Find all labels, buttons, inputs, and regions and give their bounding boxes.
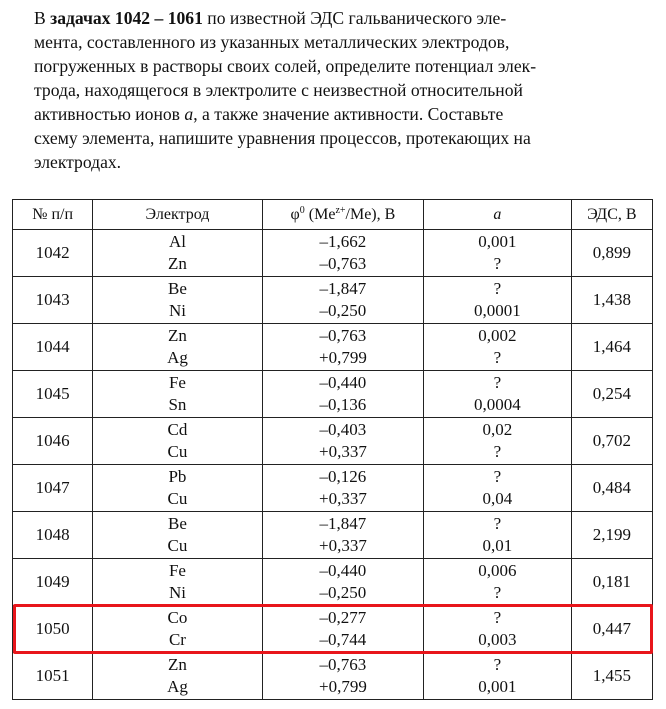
header-potential: [262, 200, 424, 230]
table-header-row: [13, 200, 653, 230]
cell-emf: 2,199: [571, 512, 652, 559]
cell-potential-line-1: –1,662: [319, 232, 367, 251]
cell-activity-line-2: ?: [493, 348, 502, 367]
cell-emf: 1,438: [571, 277, 652, 324]
cell-number: 1045: [13, 371, 93, 418]
intro-line-5-a: активностью ионов: [34, 104, 185, 124]
table-row: [13, 277, 653, 324]
cell-activity-line-2: 0,003: [478, 630, 517, 649]
cell-activity: [424, 324, 571, 371]
header-number: № п/п: [13, 200, 93, 230]
cell-electrode-line-2: Ag: [167, 348, 188, 367]
activity-variable: a: [184, 104, 194, 124]
electrode-table: [12, 199, 653, 700]
cell-potential: [262, 277, 424, 324]
cell-activity: [424, 606, 571, 653]
cell-electrode-line-1: Be: [168, 279, 187, 298]
cell-potential-line-2: +0,799: [319, 348, 367, 367]
cell-emf: 0,702: [571, 418, 652, 465]
cell-potential-line-2: –0,250: [319, 583, 367, 602]
cell-potential-line-1: –1,847: [319, 279, 367, 298]
cell-electrode-line-1: Co: [167, 608, 188, 627]
cell-electrode-line-2: Ni: [168, 301, 186, 320]
header-electrode: Электрод: [93, 200, 262, 230]
cell-activity-line-2: ?: [493, 442, 502, 461]
cell-potential-line-2: –0,763: [319, 254, 367, 273]
problem-statement: [14, 6, 654, 174]
cell-electrode: [93, 465, 262, 512]
cell-potential-line-2: –0,136: [319, 395, 367, 414]
intro-line-4: трода, находящегося в электролите с неизвестной относительной: [34, 80, 523, 100]
header-emf: ЭДС, В: [571, 200, 652, 230]
table-row: [13, 371, 653, 418]
cell-potential-line-1: –0,763: [319, 655, 367, 674]
cell-activity: [424, 371, 571, 418]
cell-activity: [424, 653, 571, 700]
cell-activity-line-2: 0,0001: [474, 301, 521, 320]
table-row: [13, 606, 653, 653]
cell-activity-line-1: ?: [493, 514, 502, 533]
cell-potential: [262, 559, 424, 606]
intro-line-7: электродах.: [34, 152, 122, 172]
cell-potential-line-1: –1,847: [319, 514, 367, 533]
cell-number: 1048: [13, 512, 93, 559]
cell-electrode-line-2: Cu: [167, 536, 188, 555]
cell-number: 1050: [13, 606, 93, 653]
cell-electrode-line-2: Cr: [168, 630, 186, 649]
cell-electrode-line-2: Ni: [168, 583, 186, 602]
cell-activity: [424, 230, 571, 277]
intro-line-2: мента, составленного из указанных металлических электродов,: [34, 32, 510, 52]
cell-electrode-line-2: Cu: [167, 442, 188, 461]
cell-electrode: [93, 371, 262, 418]
cell-emf: 0,899: [571, 230, 652, 277]
cell-electrode-line-1: Zn: [168, 326, 187, 345]
cell-potential: [262, 230, 424, 277]
charge-superscript: z+: [335, 205, 346, 216]
cell-activity-line-2: 0,01: [482, 536, 513, 555]
cell-electrode: [93, 277, 262, 324]
cell-activity-line-1: ?: [493, 467, 502, 486]
cell-potential: [262, 418, 424, 465]
cell-potential: [262, 465, 424, 512]
cell-activity: [424, 559, 571, 606]
cell-potential-line-2: +0,337: [319, 536, 367, 555]
cell-emf: 0,181: [571, 559, 652, 606]
table-row: [13, 418, 653, 465]
cell-activity-line-1: ?: [493, 608, 502, 627]
header-activity: [424, 200, 571, 230]
cell-emf: 0,447: [571, 606, 652, 653]
cell-activity-line-1: 0,001: [478, 232, 517, 251]
cell-activity-line-2: ?: [493, 583, 502, 602]
cell-activity: [424, 277, 571, 324]
cell-electrode-line-2: Ag: [167, 677, 188, 696]
cell-potential-line-1: –0,126: [319, 467, 367, 486]
cell-activity-line-1: ?: [493, 655, 502, 674]
cell-potential: [262, 324, 424, 371]
cell-emf: 1,464: [571, 324, 652, 371]
cell-activity-line-1: ?: [493, 373, 502, 392]
table-row: [13, 653, 653, 700]
cell-electrode-line-2: Zn: [168, 254, 187, 273]
intro-line-1: [14, 6, 654, 30]
table-row: [13, 324, 653, 371]
cell-activity-line-2: ?: [493, 254, 502, 273]
cell-activity-line-2: 0,0004: [474, 395, 521, 414]
cell-electrode-line-2: Sn: [168, 395, 187, 414]
cell-number: 1047: [13, 465, 93, 512]
cell-electrode: [93, 230, 262, 277]
table-row: [13, 230, 653, 277]
cell-potential-line-2: –0,744: [319, 630, 367, 649]
cell-activity-line-2: 0,04: [482, 489, 513, 508]
cell-number: 1049: [13, 559, 93, 606]
cell-potential-line-2: +0,337: [319, 489, 367, 508]
cell-potential: [262, 653, 424, 700]
intro-line-3: погруженных в растворы своих солей, определите потенциал элек-: [34, 56, 537, 76]
phi-me: (Me: [304, 206, 336, 223]
cell-potential-line-1: –0,277: [319, 608, 367, 627]
cell-activity-line-1: 0,002: [478, 326, 517, 345]
cell-electrode: [93, 559, 262, 606]
cell-emf: 1,455: [571, 653, 652, 700]
cell-electrode-line-1: Cd: [167, 420, 188, 439]
phi-rest: /Me), B: [345, 206, 396, 223]
cell-number: 1046: [13, 418, 93, 465]
cell-potential-line-1: –0,403: [319, 420, 367, 439]
table-body: [13, 230, 653, 700]
cell-electrode-line-1: Be: [168, 514, 187, 533]
cell-activity-line-1: 0,02: [482, 420, 513, 439]
cell-electrode-line-1: Fe: [168, 373, 186, 392]
cell-electrode: [93, 324, 262, 371]
intro-prefix: В: [34, 8, 51, 28]
cell-potential-line-1: –0,440: [319, 561, 367, 580]
cell-potential-line-2: +0,799: [319, 677, 367, 696]
table-row: [13, 559, 653, 606]
intro-line-5: [14, 102, 654, 126]
problem-paragraph: [14, 6, 654, 174]
activity-symbol: a: [493, 205, 502, 223]
intro-line-6: схему элемента, напишите уравнения процессов, протекающих на: [34, 128, 531, 148]
cell-emf: 0,484: [571, 465, 652, 512]
cell-electrode: [93, 606, 262, 653]
phi-symbol: φ: [290, 206, 300, 223]
cell-number: 1042: [13, 230, 93, 277]
cell-electrode-line-2: Cu: [167, 489, 188, 508]
cell-activity-line-1: 0,006: [478, 561, 517, 580]
cell-activity: [424, 512, 571, 559]
cell-potential-line-2: +0,337: [319, 442, 367, 461]
table-row: [13, 512, 653, 559]
cell-activity: [424, 418, 571, 465]
cell-electrode-line-1: Fe: [168, 561, 186, 580]
cell-potential: [262, 606, 424, 653]
cell-electrode: [93, 512, 262, 559]
table-row: [13, 465, 653, 512]
phi-superscript: 0: [299, 205, 305, 216]
cell-potential: [262, 512, 424, 559]
cell-electrode-line-1: Zn: [168, 655, 187, 674]
intro-line-5-b: , а также значение активности. Составьте: [193, 104, 504, 124]
cell-activity: [424, 465, 571, 512]
cell-activity-line-2: 0,001: [478, 677, 517, 696]
cell-electrode: [93, 418, 262, 465]
cell-number: 1044: [13, 324, 93, 371]
cell-potential: [262, 371, 424, 418]
cell-number: 1043: [13, 277, 93, 324]
cell-electrode-line-1: Pb: [168, 467, 187, 486]
cell-emf: 0,254: [571, 371, 652, 418]
cell-potential-line-1: –0,763: [319, 326, 367, 345]
cell-electrode-line-1: Al: [168, 232, 186, 251]
cell-number: 1051: [13, 653, 93, 700]
cell-electrode: [93, 653, 262, 700]
problem-range: задачах 1042 – 1061: [50, 8, 203, 28]
cell-potential-line-1: –0,440: [319, 373, 367, 392]
cell-activity-line-1: ?: [493, 279, 502, 298]
intro-line-1-text: по известной ЭДС гальванического эле-: [202, 8, 507, 28]
cell-potential-line-2: –0,250: [319, 301, 367, 320]
